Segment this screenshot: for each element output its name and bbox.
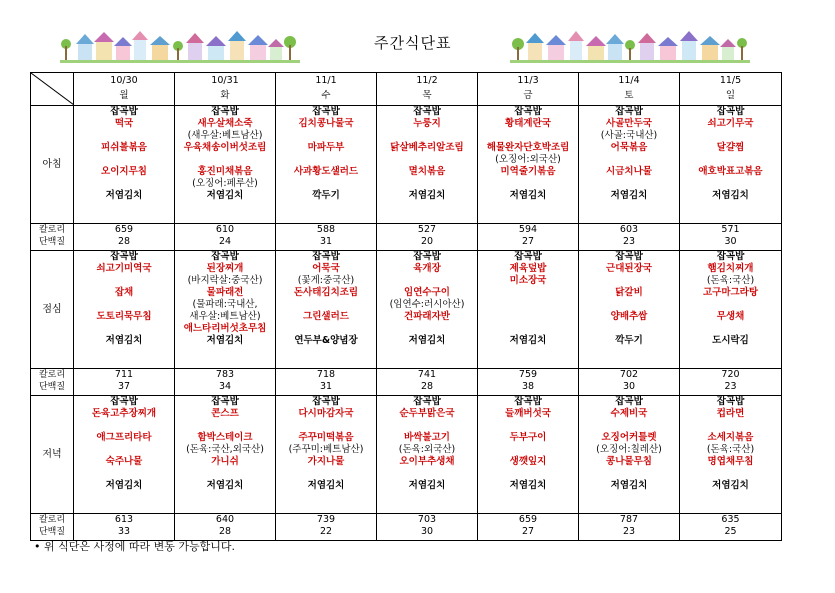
menu-item [74,444,174,456]
menu-item [680,299,781,311]
menu-item: 쇠고기무국 [707,118,754,129]
protein-value: 20 [420,236,434,247]
menu-item: 고구마그라탕 [702,287,759,298]
menu-item [74,299,174,311]
menu-item: 잡곡밥 [312,396,340,407]
menu-cell [74,251,175,369]
menu-item: 사과황도샐러드 [293,166,359,177]
menu-item: 순두부맑은국 [399,408,455,419]
menu-item: 저염김치 [509,335,547,346]
menu-item [680,468,781,480]
day-header [478,73,579,106]
menu-item: 잡곡밥 [211,251,239,262]
menu-item [175,154,275,166]
menu-item: 저염김치 [105,190,143,201]
menu-item [377,468,477,480]
menu-item: 잡곡밥 [716,251,745,262]
menu-item [478,311,578,323]
menu-item: 두부구이 [509,432,547,443]
day-date: 10/31 [211,75,239,86]
menu-item: 깍두기 [615,335,643,346]
menu-cell [74,396,175,514]
nutrition-cell [74,369,175,396]
calorie-value: 613 [114,514,134,525]
menu-item: 오이부추생채 [399,456,455,467]
menu-item: 잡곡밥 [716,396,745,407]
menu-item [276,420,376,432]
menu-item: 콩나물무침 [606,456,652,467]
nutrition-cell [579,514,680,541]
protein-value: 23 [724,381,737,392]
menu-item [478,323,578,335]
weekly-menu-table [30,72,782,541]
footnote: • 위 식단은 사정에 따라 변동 가능합니다. [34,540,235,553]
menu-item: 저염김치 [610,480,648,491]
calorie-value: 659 [114,224,134,235]
menu-item [478,130,578,142]
nutrition-cell [175,514,276,541]
menu-cell [579,251,680,369]
menu-item: (주꾸미:베트남산) [288,444,364,455]
menu-item: 건파래자반 [404,311,450,322]
menu-item [579,323,679,335]
protein-value: 23 [622,236,636,247]
protein-value: 31 [319,381,333,392]
menu-item: (오징어:외국산) [495,154,561,165]
menu-item: 잡곡밥 [211,396,239,407]
nutrition-cell [377,369,478,396]
menu-item: 들깨버섯국 [505,408,551,419]
nutrition-cell [579,369,680,396]
menu-item: 도시락김 [712,335,749,346]
menu-item: 잡곡밥 [514,106,542,117]
menu-cell [175,251,276,369]
menu-item: 임연수구이 [404,287,450,298]
menu-item: 잡곡밥 [312,106,340,117]
menu-item: (돈육:국산) [706,275,755,286]
menu-item: 함박스테이크 [197,432,253,443]
menu-item [276,299,376,311]
protein-value: 28 [117,236,131,247]
menu-item: 새우살:베트남산) [189,311,261,322]
calorie-label: 칼로리 [38,515,66,525]
menu-item: 저염김치 [206,190,244,201]
menu-item [377,154,477,166]
corner-cell [31,73,74,106]
calorie-value: 571 [721,224,740,235]
menu-cell [175,396,276,514]
protein-value: 30 [622,381,636,392]
day-header [175,73,276,106]
menu-item: (물파래:국내산, [192,299,258,310]
menu-cell [175,106,276,224]
menu-item: 달걀찜 [716,142,745,153]
menu-item: 미소장국 [509,275,547,286]
menu-item [579,420,679,432]
nutrition-cell [478,369,579,396]
nutrition-cell [478,514,579,541]
menu-item: 잡곡밥 [514,251,542,262]
menu-item: 황태계란국 [505,118,551,129]
protein-value: 31 [319,236,333,247]
menu-item: 시금치나물 [606,166,652,177]
nutrition-cell [579,224,680,251]
menu-item: 오징어커틀렛 [601,432,657,443]
protein-value: 37 [117,381,131,392]
day-weekday: 수 [321,90,331,101]
menu-item: 저염김치 [408,480,446,491]
menu-item: 저염김치 [509,480,547,491]
menu-item: (사골:국내산) [600,130,658,141]
meal-label: 저녁 [31,396,74,514]
nutrition-cell [276,514,377,541]
menu-item: 명엽채무침 [707,456,754,467]
menu-cell [276,106,377,224]
menu-item: 잡곡밥 [615,396,643,407]
menu-item [74,468,174,480]
nutrition-cell [276,224,377,251]
menu-item: 누룽지 [413,118,441,129]
menu-item: 홍진미채볶음 [197,166,253,177]
nutrition-cell [377,514,478,541]
protein-label: 단백질 [38,382,66,392]
menu-item: 저염김치 [105,335,143,346]
menu-item: (임연수:러시아산) [389,299,465,310]
menu-item: 닭살베추리알조림 [390,142,464,153]
menu-item: 어묵국 [312,263,340,274]
calorie-value: 703 [417,514,437,525]
menu-item: 깍두기 [312,190,340,201]
menu-item: 돈육고추장찌개 [91,408,157,419]
menu-cell [276,396,377,514]
menu-item [276,178,376,190]
menu-item: 된장찌개 [206,263,244,274]
menu-item [478,420,578,432]
menu-item: 애느타리버섯초무침 [183,323,267,334]
menu-item: 미역줄기볶음 [500,166,556,177]
menu-item: 생깻잎지 [509,456,547,467]
protein-value: 27 [521,526,535,537]
menu-item: 콘스프 [211,408,239,419]
calorie-value: 759 [518,369,538,380]
menu-item: 잡곡밥 [312,251,340,262]
menu-item: 어묵볶음 [610,142,648,153]
menu-cell [478,396,579,514]
menu-item [579,154,679,166]
menu-item: 양배추쌈 [610,311,648,322]
menu-item [74,130,174,142]
menu-item: (바지락살:중국산) [187,275,263,286]
menu-item [579,299,679,311]
calorie-value: 635 [721,514,740,525]
day-header [377,73,478,106]
menu-item: 잡곡밥 [514,396,542,407]
menu-item [478,287,578,299]
protein-value: 27 [521,236,535,247]
meal-label: 점심 [31,251,74,369]
menu-cell [579,106,680,224]
menu-item [680,130,781,142]
menu-item: 잡채 [114,287,134,298]
protein-value: 30 [420,526,434,537]
menu-item [276,323,376,335]
menu-item: 저염김치 [712,190,749,201]
menu-cell [478,106,579,224]
menu-item [276,154,376,166]
menu-item: 근대된장국 [606,263,652,274]
menu-item: 육개장 [413,263,441,274]
day-weekday: 화 [220,90,230,101]
menu-item: 닭갈비 [615,287,643,298]
menu-item: 제육덮밥 [509,263,547,274]
menu-item [579,178,679,190]
menu-item [74,420,174,432]
calorie-value: 610 [215,224,235,235]
menu-item: 주꾸미떡볶음 [298,432,354,443]
day-weekday: 금 [523,90,533,101]
protein-value: 30 [724,236,737,247]
menu-item: 무생채 [716,311,745,322]
day-weekday: 월 [119,90,129,101]
day-header [579,73,680,106]
calorie-value: 603 [619,224,639,235]
nutrition-cell [680,224,782,251]
menu-item: 마파두부 [307,142,345,153]
menu-item [377,275,477,287]
menu-item: 저염김치 [206,335,244,346]
day-weekday: 일 [725,90,736,101]
menu-item [276,468,376,480]
menu-item: 해물완자단호박조림 [486,142,570,153]
menu-item: 잡곡밥 [413,251,441,262]
menu-item: 수제비국 [610,408,648,419]
day-header [74,73,175,106]
menu-item: 잡곡밥 [413,106,441,117]
calorie-label: 칼로리 [38,370,66,380]
menu-item [478,468,578,480]
menu-item: 저염김치 [509,190,547,201]
village-illustration-left [60,28,300,66]
protein-value: 22 [319,526,333,537]
nutrition-cell [680,514,782,541]
menu-cell [377,396,478,514]
menu-item [478,444,578,456]
day-date: 11/4 [618,75,640,86]
calorie-value: 739 [316,514,336,525]
menu-item: 잡곡밥 [615,106,643,117]
menu-item: 쇠고기미역국 [96,263,152,274]
menu-item [377,420,477,432]
nutrition-label [31,369,74,396]
menu-item: 연두부&양념장 [294,335,358,346]
nutrition-cell [74,224,175,251]
menu-item: 저염김치 [408,190,446,201]
menu-item: 가니쉬 [211,456,239,467]
menu-item: 저염김치 [610,190,648,201]
menu-item [377,323,477,335]
day-header [680,73,782,106]
menu-item [74,275,174,287]
menu-item [680,178,781,190]
menu-item: 그린샐러드 [303,311,349,322]
calorie-value: 640 [215,514,235,525]
menu-cell [276,251,377,369]
menu-cell [377,106,478,224]
protein-value: 33 [117,526,131,537]
menu-item [680,323,781,335]
menu-item: 가지나물 [307,456,345,467]
nutrition-cell [175,224,276,251]
menu-item: 숙주나물 [105,456,143,467]
menu-item: (돈육:외국산) [398,444,456,455]
menu-item: 피쉬볼볶음 [101,142,147,153]
day-header [276,73,377,106]
menu-item: (오징어:페루산) [192,178,258,189]
menu-item: (오징어:칠레산) [596,444,662,455]
menu-item [175,468,275,480]
calorie-value: 588 [316,224,336,235]
menu-item [680,420,781,432]
menu-item: 저염김치 [712,480,749,491]
menu-item: 잡곡밥 [110,396,138,407]
protein-value: 25 [724,526,737,537]
nutrition-cell [276,369,377,396]
menu-cell [680,106,782,224]
day-weekday: 토 [624,90,634,101]
calorie-value: 527 [417,224,437,235]
menu-cell [579,396,680,514]
nutrition-cell [680,369,782,396]
menu-item [377,130,477,142]
menu-cell [377,251,478,369]
menu-item: 새우살채소죽 [197,118,253,129]
menu-item: 물파래전 [206,287,244,298]
day-date: 11/3 [517,75,539,86]
menu-item: (돈육:국산,외국산) [186,444,264,455]
menu-item [579,275,679,287]
menu-item: 떡국 [114,118,134,129]
protein-label: 단백질 [38,527,66,537]
menu-item: 애그프리타타 [96,432,152,443]
menu-cell [680,251,782,369]
menu-item: 컵라면 [716,408,745,419]
menu-item: 잡곡밥 [110,106,138,117]
day-date: 11/5 [719,75,742,86]
menu-cell [74,106,175,224]
menu-item: 다시마감자국 [298,408,354,419]
menu-item: 잡곡밥 [413,396,441,407]
calorie-value: 783 [215,369,235,380]
calorie-value: 787 [619,514,639,525]
day-date: 10/30 [110,75,138,86]
menu-item: (돈육:국산) [706,444,755,455]
menu-item [478,299,578,311]
menu-item: 저염김치 [206,480,244,491]
protein-value: 23 [622,526,636,537]
calorie-value: 741 [417,369,437,380]
menu-item: 바싹불고기 [404,432,450,443]
protein-value: 24 [218,236,232,247]
menu-item [680,154,781,166]
menu-item: 우육채송이버섯조림 [183,142,267,153]
menu-item: 사골만두국 [606,118,652,129]
menu-item [175,420,275,432]
meal-label: 아침 [31,106,74,224]
menu-item [74,178,174,190]
menu-item: 저염김치 [105,480,143,491]
menu-item: 오이지무침 [101,166,147,177]
menu-item [579,468,679,480]
menu-item: 잡곡밥 [716,106,745,117]
menu-item: 멸치볶음 [408,166,446,177]
menu-item: 도토리묵무침 [96,311,152,322]
menu-item: 김치콩나물국 [298,118,354,129]
nutrition-cell [478,224,579,251]
protein-label: 단백질 [38,237,66,247]
menu-cell [680,396,782,514]
protein-value: 28 [218,526,232,537]
nutrition-cell [377,224,478,251]
menu-item: 잡곡밥 [110,251,138,262]
protein-value: 38 [521,381,535,392]
nutrition-cell [74,514,175,541]
calorie-value: 594 [518,224,538,235]
protein-value: 34 [218,381,232,392]
nutrition-label [31,514,74,541]
day-date: 11/1 [315,75,337,86]
menu-item: 잡곡밥 [211,106,239,117]
calorie-value: 702 [619,369,639,380]
menu-item: 돈사태김치조림 [293,287,359,298]
calorie-label: 칼로리 [38,225,66,235]
day-date: 11/2 [416,75,438,86]
page-title: 주간식단표 [374,34,452,52]
calorie-value: 718 [316,369,336,380]
menu-cell [478,251,579,369]
nutrition-label [31,224,74,251]
menu-item [74,323,174,335]
menu-item: (꽃게:중국산) [297,275,355,286]
calorie-value: 720 [721,369,740,380]
menu-item: 저염김치 [408,335,446,346]
day-weekday: 목 [422,90,432,101]
menu-item: 저염김치 [307,480,345,491]
calorie-value: 659 [518,514,538,525]
protein-value: 28 [420,381,434,392]
nutrition-cell [175,369,276,396]
menu-item [478,178,578,190]
menu-item: 햄김치찌개 [707,263,754,274]
menu-item: 애호박표고볶음 [698,166,763,177]
menu-item [377,178,477,190]
menu-item [74,154,174,166]
calorie-value: 711 [114,369,134,380]
menu-item: (새우살:베트남산) [187,130,263,141]
menu-item: 소세지볶음 [707,432,754,443]
menu-item: 잡곡밥 [615,251,643,262]
village-illustration-right [510,28,750,66]
menu-item [276,130,376,142]
